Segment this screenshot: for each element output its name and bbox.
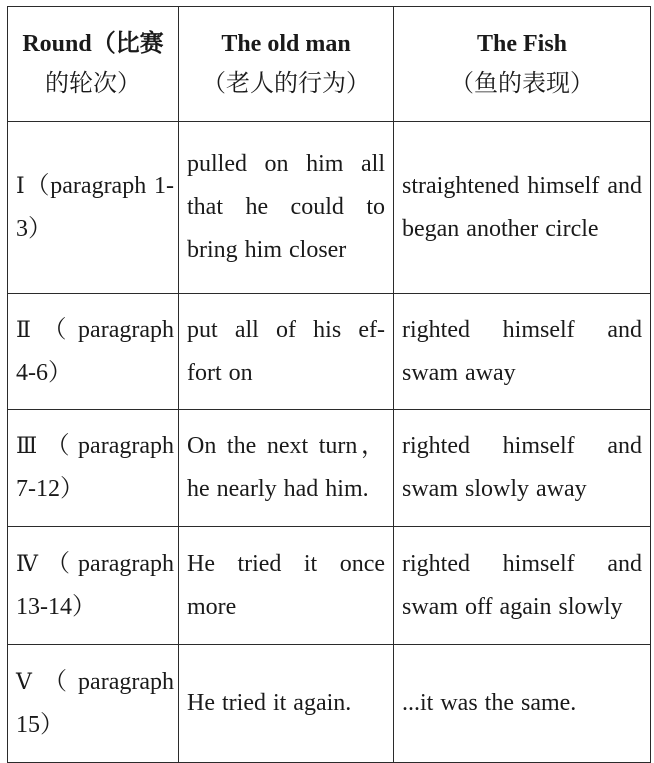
table-row xyxy=(8,294,651,410)
header-round-line2: 的轮次） xyxy=(45,71,141,97)
round-numeral: Ⅲ xyxy=(16,434,46,459)
fish-cell: ...it was the same. xyxy=(394,645,651,763)
rounds-table xyxy=(7,6,651,763)
round-numeral: Ⅳ xyxy=(16,551,47,577)
round-paragraph: （paragraph 7-12） xyxy=(16,433,174,502)
round-cell xyxy=(8,527,179,645)
round-numeral: Ⅱ xyxy=(16,317,43,343)
table-row xyxy=(8,645,651,763)
header-fish-title: The Fish xyxy=(476,31,568,57)
round-paragraph: （paragraph 1-3） xyxy=(16,172,174,242)
old-man-cell: On the next turn，he nearly had him. xyxy=(179,410,394,527)
round-cell xyxy=(8,294,179,410)
header-round xyxy=(8,7,179,122)
header-fish xyxy=(394,7,651,122)
fish-cell: righted himself and swam off again slowly xyxy=(394,527,651,645)
round-cell xyxy=(8,122,179,294)
round-cell xyxy=(8,410,179,527)
round-numeral: Ⅰ xyxy=(16,173,26,199)
fish-cell: straightened himself and began another circle xyxy=(394,122,651,294)
header-round-line1: Round（比赛 xyxy=(22,31,164,57)
round-paragraph: （paragraph 13-14） xyxy=(16,550,174,620)
table-header-row xyxy=(8,7,651,122)
round-paragraph: （paragraph 15） xyxy=(16,668,174,738)
header-old-man-cn: （老人的行为） xyxy=(202,71,370,97)
table-row xyxy=(8,527,651,645)
header-old-man xyxy=(179,7,394,122)
round-numeral: Ⅴ xyxy=(16,669,43,695)
old-man-cell: pulled on him all that he could to bring him closer xyxy=(179,122,394,294)
round-cell xyxy=(8,645,179,763)
header-old-man-title: The old man xyxy=(221,31,351,57)
header-fish-cn: （鱼的表现） xyxy=(450,71,594,97)
old-man-cell: He tried it once more xyxy=(179,527,394,645)
round-paragraph: （paragraph 4-6） xyxy=(16,316,174,386)
fish-cell: righted himself and swam away xyxy=(394,294,651,410)
table-row xyxy=(8,410,651,527)
table-row xyxy=(8,122,651,294)
fish-cell: righted himself and swam slowly away xyxy=(394,410,651,527)
old-man-cell: He tried it again. xyxy=(179,645,394,763)
old-man-cell: put all of his ef- fort on xyxy=(179,294,394,410)
